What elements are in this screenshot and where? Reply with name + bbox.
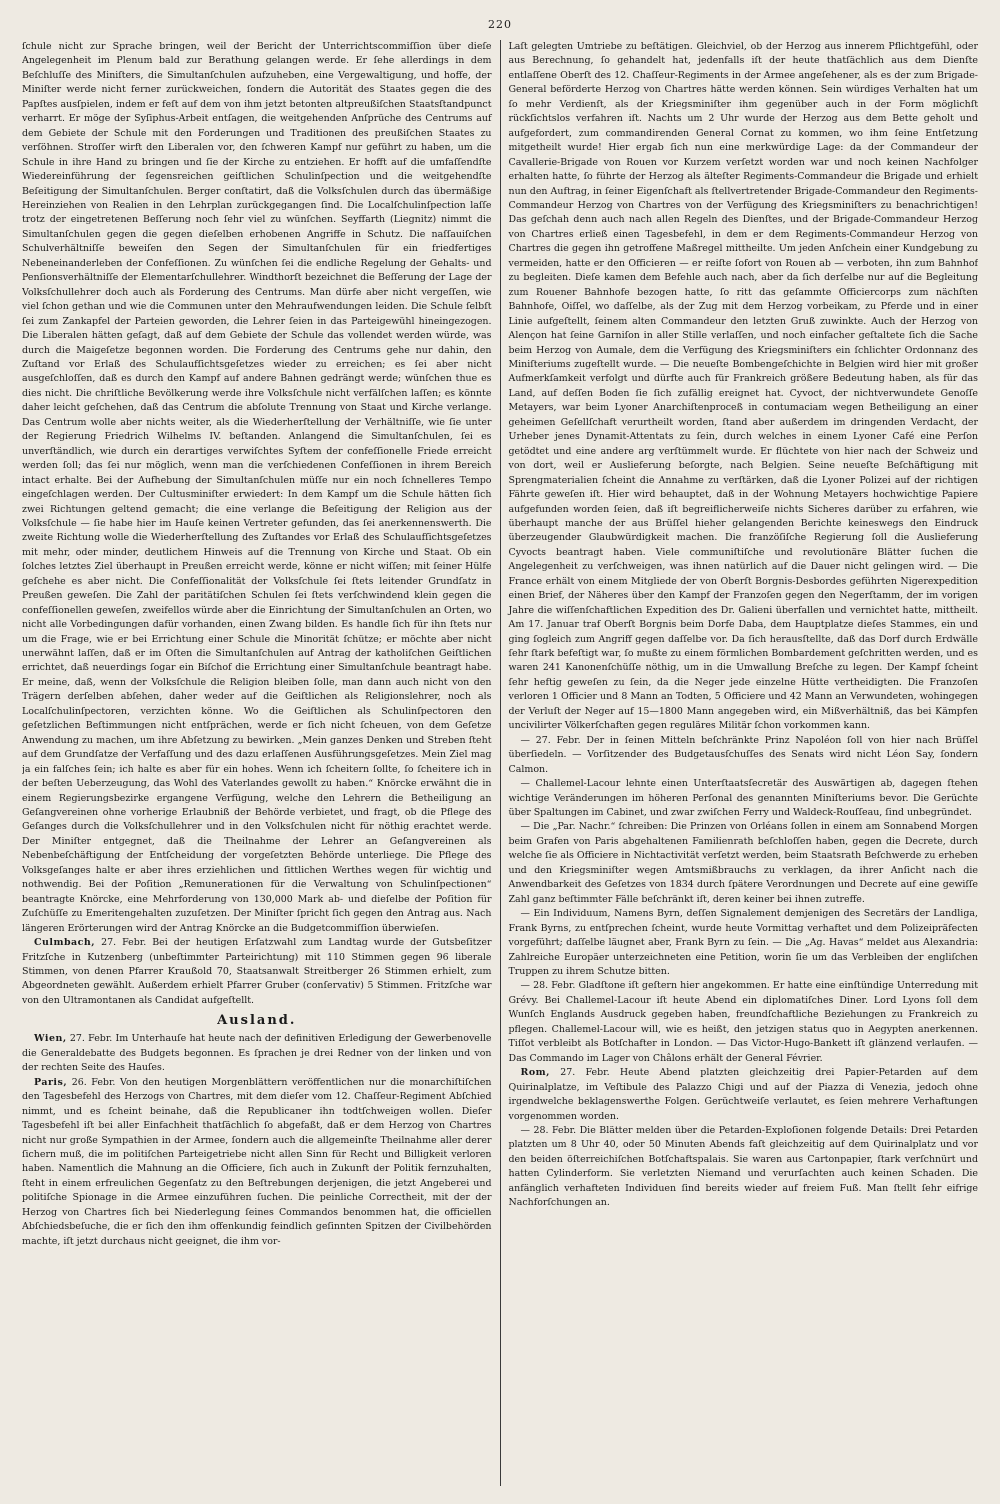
- orleans-paragraph: — Die „Par. Nachr.“ ſchreiben: Die Prinzen von Orléans ſollen in einem am Sonnabend Morgen beim Grafen von Paris abgehaltenen Familienrath beſchloſſen haben, gegen die Decrete, durch welche ſie als Officiere in Nichtactivität verſetzt werden, beim Staatsrath Beſchwerde zu erheben und den Kriegsminiſter wegen Amtsmißbrauchs zu verklagen, da ihrer Anſicht nach die Anwendbarkeit des Geſetzes von 1834 durch ſpätere Verordnungen und Decrete auf eine gewiſſe Zahl ganz beſtimmter Fälle beſchränkt iſt, deren keiner bei ihnen zutreffe.: [508, 821, 978, 905]
- paris-text: 26. Febr. Von den heutigen Morgenblättern veröffentlichen nur die monarchiſtiſchen den Tagesbefehl des Herzogs von Chartres, mit dem dieſer vom 12. Chaſſeur-Regiment Abſchied nimmt, und es ſcheint beinahe, daß die Republicaner ihn todtſchweigen wollen. Dieſer Tagesbefehl iſt bei aller Einfachheit thatſächlich ſo abgefaßt, daß er dem Herzog von Chartres nicht nur große Sympathien in der Armee, ſondern auch die allgemeinſte Theilnahme aller derer ſichern muß, die im politiſchen Parteigetriebe nicht allen Sinn für Recht und Billigkeit verloren haben. Namentlich die Mahnung an die Officiere, ſich auch in Zukunft der Politik fernzuhalten, ſteht in einem erfreulichen Gegenſatz zu den Beſtrebungen derjenigen, die jetzt Angeberei und politiſche Spionage in die Armee einzuführen ſuchen. Die peinliche Correctheit, mit der der Herzog von Chartres ſich bei Niederlegung ſeines Commandos benommen hat, die officiellen Abſchiedsbeſuche, die er ſich den ihm offenkundig feindlich geſinnten Spitzen der Civilbehörden machte, iſt jetzt durchaus nicht geeignet, die ihm vor-: [22, 1076, 492, 1247]
- column-divider: [500, 40, 501, 1486]
- page-number: 220: [488, 18, 512, 31]
- rom-dateline: Rom,: [520, 1067, 550, 1079]
- paris-paragraph: [22, 1076, 492, 1249]
- petarden-paragraph: — 28. Febr. Die Blätter melden über die Petarden-Exploſionen folgende Details: Drei Petarden platzten um 8 Uhr 40, oder 50 Minuten Abends faſt gleichzeitig auf dem Quirinalplatz und vor den beiden öſterreichiſchen Botſchaftspalais. Sie waren aus Cartonpapier, ſtark verſchnürt und hatten Cylinderform. Sie verletzten Niemand und verurſachten auch keinen Schaden. Die anfänglich verhafteten Individuen ſind bereits wieder auf freiem Fuß. Man ſtellt ſehr eifrige Nachforſchungen an.: [508, 1124, 978, 1209]
- culmbach-text: 27. Febr. Bei der heutigen Erſatzwahl zum Landtag wurde der Gutsbeſitzer Fritzſche in Kutzenberg (unbeſtimmter Parteirichtung) mit 110 Stimmen gegen 96 liberale Stimmen, von denen Pfarrer Kraußold 70, Staatsanwalt Streitberger 26 Stimmen erhielt, zum Abgeordneten gewählt. Außerdem erhielt Pfarrer Gruber (conſervativ) 5 Stimmen. Fritzſche war von den Ultramontanen als Candidat aufgeſtellt.: [22, 937, 492, 1006]
- school-debate-paragraph: ſchule nicht zur Sprache bringen, weil der Bericht der Unterrichtscommiſſion über dieſe Angelegenheit im Plenum bald zur Berathung gelangen werde. Er ſehe allerdings in dem Beſchluſſe des Miniſters, die Simultanſchulen aufzuheben, eine Vergewaltigung, und hoffe, der Miniſter werde nicht ferner zurückweichen, ſondern die Autorität des Staates gegen die des Papſtes ausſpielen, indem er feſt auf dem von ihm jetzt betonten altpreußiſchen Staatsſtandpunct verharrt. Er möge der Syſiphus-Arbeit entſagen, die weitgehenden Anſprüche des Centrums auf dem Gebiete der Schule mit den Forderungen und Traditionen des preußiſchen Staates zu verſöhnen. Stroſſer wirft den Liberalen vor, den ſchweren Kampf nur geführt zu haben, um die Schule in ihre Hand zu bringen und ſie der Kirche zu entziehen. Er hofft auf die umfaſſendſte Wiedereinführung der ſegensreichen geiſtlichen Schulinſpection und die weitgehendſte Beſeitigung der Simultanſchulen. Berger conſtatirt, daß die Volksſchulen durch das übermäßige Hereinziehen von Realien in den Lehrplan zurückgegangen ſind. Die Localſchulinſpection laſſe trotz der eingetretenen Beſſerung noch ſehr viel zu wünſchen. Seyffarth (Liegnitz) nimmt die Simultanſchulen gegen die gegen dieſelben erhobenen Angriffe in Schutz. Die naſſauiſchen Schulverhältniſſe beweiſen den Segen der Simultanſchulen für ein friedfertiges Nebeneinanderleben der Confeſſionen. Zu wünſchen ſei die endliche Regelung der Gehalts- und Penſionsverhältniſſe der Elementarſchullehrer. Windthorſt bezeichnet die Beſſerung der Lage der Volksſchullehrer doch auch als Forderung des Centrums. Man dürfe aber nicht vergeſſen, wie viel ſchon gethan und wie die Communen unter den Mehraufwendungen leiden. Die Schule ſelbſt ſei zum Zankapfel der Parteien geworden, die Lehrer ſeien in das Parteigewühl hineingezogen. Die Liberalen hätten geſagt, daß auf dem Gebiete der Schule das vollendet werden würde, was durch die Maigeſetze begonnen worden. Die Forderung des Centrums gehe nur dahin, den Zuſtand vor Erlaß des Schulaufſichtsgeſetzes wieder zu erreichen; es ſei aber nicht ausgeſchloſſen, daß es durch den Kampf auf andere Bahnen gedrängt werde; wünſchen thue es dies nicht. Die chriſtliche Bevölkerung werde ihre Volksſchule nicht verfälſchen laſſen; es könnte daher leicht geſchehen, daß das Centrum die abſolute Trennung von Staat und Kirche verlange. Das Centrum wolle aber nichts weiter, als die Wiederherſtellung der Verhältniſſe, wie ſie unter der Regierung Friedrich Wilhelms IV. beſtanden. Anlangend die Simultanſchulen, ſei es unverſtändlich, wie durch ein derartiges verwiſchtes Syſtem der confeſſionelle Friede erreicht werden ſoll; das ſei nur möglich, wenn man die verſchiedenen Confeſſionen in ihrem Bereich intact erhalte. Bei der Aufhebung der Simultanſchulen müſſe nur ein noch ſchnelleres Tempo eingeſchlagen werden. Der Cultusminiſter erwiedert: In dem Kampf um die Schule hätten ſich zwei Richtungen geltend gemacht; die eine verlange die Beſeitigung der Religion aus der Volksſchule — ſie habe hier im Hauſe keinen Vertreter gefunden, das ſei anerkennenswerth. Die zweite Richtung wolle die Wiederherſtellung des Zuſtandes vor Erlaß des Schulaufſichtsgeſetzes mit mehr, oder minder, deutlichem Hinweis auf die Trennung von Kirche und Staat. Ob ein ſolches letztes Ziel überhaupt in Preußen erreicht werde, könne er nicht wiſſen; mit ſeiner Hülfe geſchehe es aber nicht. Die Confeſſionalität der Volksſchule ſei ſtets leitender Grundſatz in Preußen geweſen. Die Zahl der paritätiſchen Schulen ſei ſtets verſchwindend klein gegen die confeſſionellen geweſen, zweifellos würde aber die Einrichtung der Simultanſchulen an Orten, wo nicht alle Vorbedingungen dafür vorhanden, einen Zwang bilden. Es handle ſich für ihn ſtets nur um die Frage, wie er bei Errichtung einer Schule die Minorität ſchütze; er möchte aber nicht unerwähnt laſſen, daß er im Oſten die Simultanſchulen auf Antrag der katholiſchen Geiſtlichen errichtet, daß neuerdings ſogar ein Biſchof die Errichtung einer Simultanſchule beantragt habe. Er meine, daß, wenn der Volksſchule die Religion bleiben ſolle, man dann auch nicht von den Trägern derſelben abſehen, daher weder auf die Geiſtlichen als Religionslehrer, noch als Localſchulinſpectoren, verzichten könne. Wo die Geiſtlichen als Schulinſpectoren den geſetzlichen Beſtimmungen nicht entſprächen, werde er ſich nicht ſcheuen, von dem Geſetze Anwendung zu machen, um ihre Abſetzung zu bewirken. „Mein ganzes Denken und Streben ſteht auf dem Grundſatze der Verfaſſung und des dazu erlaſſenen Ausführungsgeſetzes. Mein Ziel mag ja ein falſches ſein; ich halte es aber für ein hohes. Wenn ich ſcheitern ſollte, ſo ſcheitere ich in der beſten Ueberzeugung, das Wohl des Vaterlandes gewollt zu haben.“ Knörcke erwähnt die in einem Regierungsbezirke ergangene Verfügung, welche den Lehrern die Betheiligung an Geſangvereinen ohne vorherige Erlaubniß der Behörde verbietet, und fragt, ob die Pflege des Geſanges durch die Volksſchullehrer und in den Volksſchulen nicht für nöthig erachtet werde. Der Miniſter entgegnet, daß die Theilnahme der Lehrer an Geſangvereinen als Nebenbeſchäftigung der Entſcheidung der vorgeſetzten Behörde unterliege. Die Pflege des Volksgeſanges halte er aber ihres erziehlichen und ſittlichen Werthes wegen für wichtig und nothwendig. Bei der Poſition „Remunerationen für die Verwaltung von Schulinſpectionen“ beantragte Knörcke, eine Mehrforderung von 130,000 Mark ab- und dieſelbe der Poſition für Zuſchüſſe zu Emeritengehalten zuzuſetzen. Der Miniſter ſpricht ſich gegen den Antrag aus. Nach längeren Erörterungen wird der Antrag Knörcke an die Budgetcommiſſion überwieſen.: [22, 41, 492, 934]
- wien-dateline: Wien,: [34, 1033, 67, 1045]
- chartres-paragraph: Laſt gelegten Umtriebe zu beſtätigen. Gleichviel, ob der Herzog aus innerem Pflichtgefühl, oder aus Berechnung, ſo gehandelt hat, jedenfalls iſt der heute thatſächlich aus dem Dienſte entlaſſene Oberſt des 12. Chaſſeur-Regiments in der Armee angeſehener, als es der zum Brigade-General beförderte Herzog von Chartres hätte werden können. Sein würdiges Verhalten hat um ſo mehr Verdienſt, als der Kriegsminiſter ihm gegenüber auch in der Form möglichſt rückſichtslos verfahren iſt. Nachts um 2 Uhr wurde der Herzog aus dem Bette geholt und aufgefordert, zum commandirenden General Cornat zu kommen, wo ihm ſeine Entſetzung mitgetheilt wurde! Hier ergab ſich nun eine merkwürdige Lage: da der Commandeur der Cavallerie-Brigade von Rouen vor Kurzem verſetzt worden war und noch keinen Nachfolger erhalten hatte, ſo führte der Herzog als älteſter Regiments-Commandeur die Brigade und erhielt nun den Auftrag, in ſeiner Eigenſchaft als ſtellvertretender Brigade-Commandeur den Regiments-Commandeur Herzog von Chartres von der Verfügung des Kriegsminiſters zu benachrichtigen! Das geſchah denn auch nach allen Regeln des Dienſtes, und der Brigade-Commandeur Herzog von Chartres erließ einen Tagesbefehl, in dem er dem Regiments-Commandeur Herzog von Chartres die gegen ihn getroffene Maßregel mittheilte. Um jeden Anſchein einer Kundgebung zu vermeiden, hatte er den Officieren — er reiſte ſofort von Rouen ab — verboten, ihn zum Bahnhof zu begleiten. Dieſe kamen dem Befehle auch nach, aber da ſich derſelbe nur auf die Begleitung zum Rouener Bahnhofe bezogen hatte, ſo ritt das geſammte Officiercorps zum nächſten Bahnhofe, Oiſſel, wo daſſelbe, als der Zug mit dem Herzog vorbeikam, zu Pferde und in einer Linie aufgeſtellt, ſeinem alten Commandeur den letzten Gruß zuwinkte. Auch der Herzog von Alençon hat ſeine Garniſon in aller Stille verlaſſen, und noch einfacher geſtaltete ſich die Sache beim Herzog von Aumale, dem die Verfügung des Kriegsminiſters ein ſchlichter Ordonnanz des Miniſteriums zugeſtellt wurde. — Die neueſte Bombengeſchichte in Belgien wird hier mit großer Aufmerkſamkeit verfolgt und dürfte auch für Frankreich größere Bedeutung haben, als für das Land, auf deſſen Boden ſie ſich zufällig ereignet hat. Cyvoct, der nichtverwundete Genoſſe Metayers, war beim Lyoner Anarchiſtenproceß in contumaciam wegen Betheiligung an einer geheimen Geſellſchaft verurtheilt worden, ſtand aber außerdem im dringenden Verdacht, der Urheber jenes Dynamit-Attentats zu ſein, durch welches in einem Lyoner Café eine Perſon getödtet und eine andere arg verſtümmelt wurde. Er flüchtete von hier nach der Schweiz und von dort, weil er Auslieferung beſorgte, nach Belgien. Seine neueſte Beſchäftigung mit Sprengmaterialien ſcheint die Annahme zu verſtärken, daß die Lyoner Polizei auf der richtigen Fährte geweſen iſt. Hier wird behauptet, daß in der Wohnung Metayers hochwichtige Papiere aufgefunden worden ſeien, daß iſt begreiflicherweiſe nichts Sicheres darüber zu erfahren, wie überhaupt manche der aus Brüſſel hieher gelangenden Berichte keineswegs den Eindruck überzeugender Glaubwürdigkeit machen. Die franzöſiſche Regierung ſoll die Auslieferung Cyvocts beantragt haben. Viele communiſtiſche und revolutionäre Blätter ſuchen die Angelegenheit zu verſchweigen, was ihnen natürlich auf die Dauer nicht gelingen wird. — Die France erhält von einem Mitgliede der von Oberſt Borgnis-Desbordes geführten Nigerexpedition einen Brief, der Näheres über den Kampf der Franzoſen gegen den Negerſtamm, der im vorigen Jahre die wiſſenſchaftlichen Expedition des Dr. Galieni überfallen und vernichtet hatte, mittheilt. Am 17. Januar traf Oberſt Borgnis beim Dorfe Daba, dem Hauptplatze dieſes Stammes, ein und ging ſogleich zum Angriff gegen daſſelbe vor. Da ſich herausſtellte, daß das Dorf durch Erdwälle ſehr ſtark befeſtigt war, ſo mußte zu einem förmlichen Bombardement geſchritten werden, und es waren 241 Kanonenſchüſſe nöthig, um in die Umwallung Breſche zu legen. Der Kampf ſcheint ſehr heftig geweſen zu ſein, da die Neger jede einzelne Hütte vertheidigten. Die Franzoſen verloren 1 Officier und 8 Mann an Todten, 5 Officiere und 42 Mann an Verwundeten, wohingegen der Verluſt der Neger auf 15—1800 Mann angegeben wird, ein Mißverhältniß, das bei Kämpfen uncivilirter Völkerſchaften gegen reguläres Militär ſchon vorkommen kann.: [508, 41, 978, 732]
- left-column: [22, 40, 499, 1486]
- article-columns: [22, 40, 978, 1486]
- culmbach-paragraph: [22, 936, 492, 1008]
- rom-paragraph: [509, 1066, 979, 1124]
- ausland-heading: Ausland.: [217, 1013, 297, 1029]
- rom-text: 27. Febr. Heute Abend platzten gleichzeitig drei Papier-Petarden auf dem Quirinalplatze, im Veſtibule des Palazzo Chigi und auf der Piazza di Venezia, jedoch ohne irgendwelche beklagenswerthe Folgen. Gerüchtweiſe verlautet, es ſeien mehrere Verhaftungen vorgenommen worden.: [508, 1067, 978, 1122]
- wien-paragraph: [22, 1032, 492, 1075]
- byrn-paragraph: — Ein Individuum, Namens Byrn, deſſen Signalement demjenigen des Secretärs der Landliga, Frank Byrns, zu entſprechen ſcheint, wurde heute Vormittag verhaftet und dem Polizeipräfecten vorgeführt; daſſelbe läugnet aber, Frank Byrn zu ſein. — Die „Ag. Havas“ meldet aus Alexandria: Zahlreiche Europäer unterzeichneten eine Petition, worin ſie um das Verbleiben der engliſchen Truppen zu ihrem Schutze bitten.: [508, 908, 978, 977]
- gladstone-paragraph: — 28. Febr. Gladſtone iſt geſtern hier angekommen. Er hatte eine einſtündige Unterredung mit Grévy. Bei Challemel-Lacour iſt heute Abend ein diplomatiſches Diner. Lord Lyons ſoll dem Wunſch Englands Ausdruck gegeben haben, freundſchaftliche Beziehungen zu Frankreich zu pflegen. Challemel-Lacour will, wie es heißt, den jetzigen status quo in Aegypten anerkennen. Tiſſot verbleibt als Botſchafter in London. — Das Victor-Hugo-Bankett iſt glänzend verlaufen. — Das Commando im Lager von Châlons erhält der General Février.: [508, 980, 978, 1064]
- napoleon-paragraph: — 27. Febr. Der in ſeinen Mitteln beſchränkte Prinz Napoléon ſoll von hier nach Brüſſel überſiedeln. — Vorſitzender des Budgetausſchuſſes des Senats wird nicht Léon Say, ſondern Calmon.: [508, 734, 978, 775]
- wien-text: 27. Febr. Im Unterhauſe hat heute nach der definitiven Erledigung der Gewerbenovelle die Generaldebatte des Budgets begonnen. Es ſprachen je drei Redner von der linken und von der rechten Seite des Hauſes.: [22, 1033, 492, 1074]
- culmbach-dateline: Culmbach,: [34, 937, 96, 949]
- right-column: [502, 40, 979, 1486]
- challemel-paragraph: — Challemel-Lacour lehnte einen Unterſtaatsſecretär des Auswärtigen ab, dagegen ſtehen wichtige Veränderungen im höheren Perſonal des genannten Miniſteriums bevor. Die Gerüchte über Spaltungen im Cabinet, und zwar zwiſchen Ferry und Waldeck-Rouſſeau, ſind unbegründet.: [508, 778, 978, 819]
- paris-dateline: Paris,: [34, 1076, 68, 1088]
